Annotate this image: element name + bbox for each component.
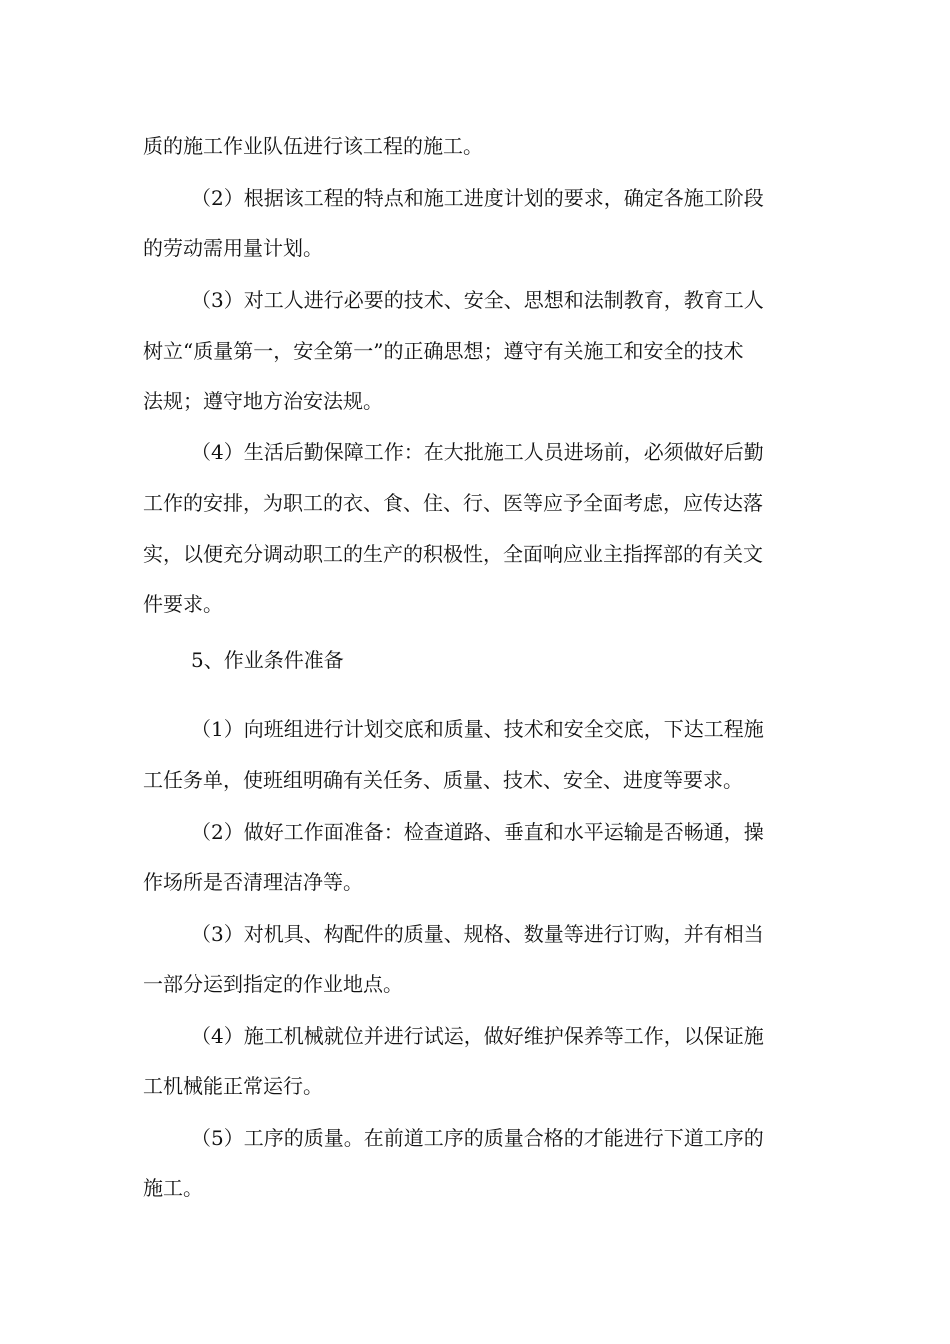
paragraph-4-line-4: 件要求。 <box>143 592 223 616</box>
section-heading: 5、作业条件准备 <box>191 648 344 672</box>
paragraph-2-line-2: 的劳动需用量计划。 <box>143 236 323 260</box>
paragraph-4-line-2: 工作的安排，为职工的衣、食、住、行、医等应予全面考虑，应传达落 <box>143 491 763 515</box>
item-2-line-1: （2）做好工作面准备：检查道路、垂直和水平运输是否畅通，操 <box>191 820 764 844</box>
item-3-line-1: （3）对机具、构配件的质量、规格、数量等进行订购，并有相当 <box>191 922 764 946</box>
item-1-line-1: （1）向班组进行计划交底和质量、技术和安全交底，下达工程施 <box>191 717 764 741</box>
item-1-line-2: 工任务单，使班组明确有关任务、质量、技术、安全、进度等要求。 <box>143 768 743 792</box>
paragraph-3-line-2: 树立“质量第一，安全第一”的正确思想；遵守有关施工和安全的技术 <box>143 339 744 363</box>
item-2-line-2: 作场所是否清理洁净等。 <box>143 870 363 894</box>
item-4-line-2: 工机械能正常运行。 <box>143 1074 323 1098</box>
item-5-line-1: （5）工序的质量。在前道工序的质量合格的才能进行下道工序的 <box>191 1126 764 1150</box>
paragraph-3-line-1: （3）对工人进行必要的技术、安全、思想和法制教育，教育工人 <box>191 288 764 312</box>
item-5-line-2: 施工。 <box>143 1176 203 1200</box>
paragraph-2-line-1: （2）根据该工程的特点和施工进度计划的要求，确定各施工阶段 <box>191 186 764 210</box>
item-3-line-2: 一部分运到指定的作业地点。 <box>143 972 403 996</box>
paragraph-4-line-1: （4）生活后勤保障工作：在大批施工人员进场前，必须做好后勤 <box>191 440 764 464</box>
paragraph-3-line-3: 法规；遵守地方治安法规。 <box>143 389 383 413</box>
paragraph-4-line-3: 实，以便充分调动职工的生产的积极性，全面响应业主指挥部的有关文 <box>143 542 763 566</box>
text-line-1: 质的施工作业队伍进行该工程的施工。 <box>143 134 483 158</box>
item-4-line-1: （4）施工机械就位并进行试运，做好维护保养等工作，以保证施 <box>191 1024 764 1048</box>
